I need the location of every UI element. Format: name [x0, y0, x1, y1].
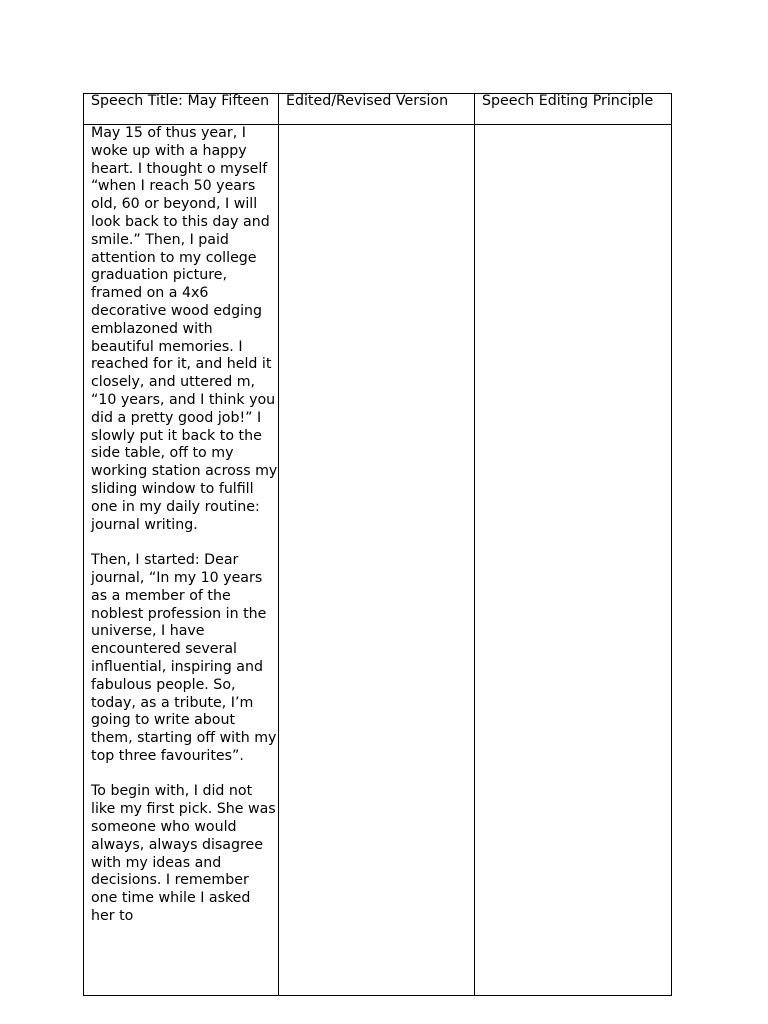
edited-version-cell	[279, 125, 475, 996]
header-speech-title: Speech Title: May Fifteen	[84, 94, 279, 125]
speech-paragraph-3: To begin with, I did not like my first pick. She was someone who would always, always disagree with my ideas and decisions. I remember one time while I asked her to	[91, 783, 276, 925]
speech-editing-table	[83, 93, 672, 996]
speech-paragraph-2: Then, I started: Dear journal, “In my 10 years as a member of the noblest profession in the universe, I have encountered several influential, inspiring and fabulous people. So, today, as a tribute, I’m going to write about them, starting off with my top three favourites”.	[91, 552, 277, 764]
header-edited-version: Edited/Revised Version	[279, 94, 475, 125]
editing-principle-cell	[475, 125, 672, 996]
table-row	[84, 125, 672, 996]
table-header-row	[84, 94, 672, 125]
header-editing-principle: Speech Editing Principle	[475, 94, 672, 125]
speech-paragraph-1: May 15 of thus year, I woke up with a happy heart. I thought o myself “when I reach 50 years old, 60 or beyond, I will look back to this day and smile.” Then, I paid attention to my college graduation picture, framed on a 4x6 decorative wood edging emblazoned with beautiful memories. I reached for it, and held it closely, and uttered m, “10 years, and I think you did a pretty good job!” I slowly put it back to the side table, off to my working station across my sliding window to fulfill one in my daily routine: journal writing.	[91, 125, 278, 533]
original-speech-cell	[84, 125, 279, 996]
